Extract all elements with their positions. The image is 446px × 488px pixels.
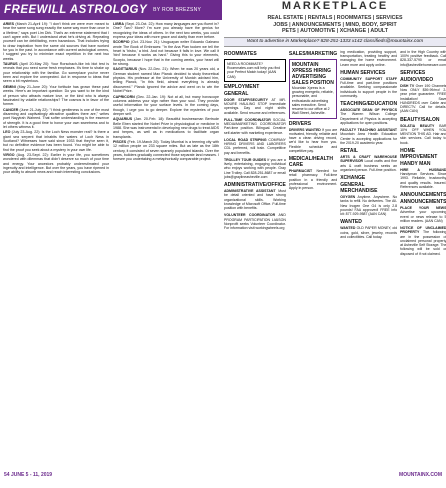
nav-line: PETS | AUTOMOTIVE | XCHANGE | ADULT <box>282 28 388 35</box>
classified-ad <box>340 128 397 145</box>
ad-heading: COMMUNITY SUPPORT STAFF <box>340 76 398 81</box>
horoscope-entry <box>3 62 109 84</box>
ad-heading: PLACE YOUR NEWS <box>400 206 446 211</box>
classified-ad <box>400 84 446 114</box>
sign-text: (Dec. 22-Jan. 19): Not at all, but many horoscope columns address your sign rather than your soul. They provide useful information for your surface levels. In the coming days, though, I urge you to go deeper. Explore the mysteries of your deeper self. <box>113 94 219 116</box>
ad-heading: DISH TV <box>400 83 415 88</box>
classified-columns <box>224 50 446 488</box>
ad-text: Anytime. Anywhere. No tanks to refill. No deliveries. The All-New Inogen One G4 is only 2.8 pounds! FAA approved! FREE info kit: 877-929-9587 (AAN CAN) <box>340 195 398 217</box>
category-heading: HUMAN SERVICES <box>340 69 386 76</box>
classified-ad <box>289 128 337 154</box>
category-heading: WANTED <box>340 219 362 226</box>
ad-heading: DRIVERS WANTED <box>288 127 321 132</box>
category-heading: SERVICES <box>400 69 426 76</box>
sign-name: ARIES <box>3 22 14 26</box>
page-number-date: 54 JUNE 5 - 11, 2019 <box>4 472 53 478</box>
ad-heading: PHARMACIST <box>288 169 313 174</box>
horoscope-entry <box>113 117 219 139</box>
marketplace-section <box>224 0 446 470</box>
ad-heading: FULL-TIME COORDINATOR <box>224 117 271 122</box>
category-heading: ROOMMATES <box>224 50 257 57</box>
horoscope-entry <box>3 130 109 152</box>
horoscope-entry <box>3 22 109 61</box>
ad-text: If you are motivated, friendly, reliable and have a clean driving record, we'd like to hear from you. Flexible schedule and competitive pay. <box>288 127 338 153</box>
sign-name: LEO <box>3 130 11 135</box>
classified-ad <box>400 124 446 145</box>
classified-ad <box>224 138 286 155</box>
horoscope-column-left <box>3 22 109 470</box>
category-heading: ANNOUNCEMENTS <box>400 192 446 199</box>
classified-ad <box>340 77 397 98</box>
ad-text: Mountain Area Health Education Center is accepting applications for the 2019-20 academic year. <box>340 132 398 145</box>
ad-text: COMPANY HIRING DRIVERS AND LABORERS CDL preferred, will train. Competitive pay and benefits. <box>224 137 286 155</box>
classified-ad <box>224 158 286 179</box>
ad-text: OLD PAPER MONEY, old coins, gold, silver, jewelry, records and collectibles. Call today. <box>340 226 398 239</box>
classified-ad <box>340 108 397 125</box>
sign-name: LIBRA <box>113 22 124 26</box>
horoscope-column-right <box>113 22 219 470</box>
subcategory-heading: AUDIO/VIDEO <box>400 76 434 83</box>
subcategory-heading: GENERAL MERCHANDISE <box>340 182 378 195</box>
category-heading: HOME IMPROVEMENT <box>400 147 438 160</box>
ad-text: AND PROGRAM PARTICIPATION LIAISON Nonprofit seeks Volunteer Coordinator. For information visit workingwheels.org <box>224 213 286 231</box>
ad-text: Advertise your upcoming event or news release to 5 million readers. (AAN CAN) <box>400 210 446 223</box>
sign-text: (Oct. 23-Nov. 21): Uruguayan writer Eduardo Galeano wrote The Book of Embraces: "In the Ana Plan tooken we tell the heart is 'bisbo,' a bird. And not because it falls in love. We call it 'bird' because it works as hard." Giving this to your elements, Scorpio, because I hope that in the coming weeks, your heart will be strong. <box>113 40 220 67</box>
horoscope-byline: BY ROB BREZSNY <box>153 7 202 13</box>
sign-text: (May 21-June 20): Your fortitude has grown these past weeks. Here's an important question: Do you want to be the kind of person who attracts mature love, or the kind who is always fascinated by volatile relationships? The cosmos is in favor of the former. <box>3 84 109 107</box>
classified-ad <box>289 169 337 190</box>
classified-ad <box>400 226 446 256</box>
classified-ad <box>340 155 397 172</box>
classified-ad <box>400 206 446 223</box>
footer-site: MOUNTAINX.COM <box>399 472 442 478</box>
classified-ad: and in the High Country with 100% positive feedback. Call 828-337-5790 or email info@ashevillehomecare.com <box>400 49 446 67</box>
category-heading: MEDICAL/HEALTH CARE <box>288 156 333 169</box>
nav-line: JOBS | ANNOUNCEMENTS | MIND, BODY, SPIRIT <box>273 21 397 28</box>
ad-text: Local crafts and fine arts & craft business seeks an organized person. Full-time position. <box>340 159 398 172</box>
ad-text: BAR 10% OFF WHEN YOU MENTION THIS AD. Hair and skin services. Call today to book. <box>400 123 446 145</box>
classified-column-3 <box>340 50 397 488</box>
ad-text: The following are in the possession of unclaimed personal property at Asheville Self Storage. The following will be sold or disposed of if not claimed. <box>400 230 446 256</box>
ad-heading: ADMINISTRATIVE ASSISTANT <box>224 189 276 194</box>
horoscope-entry <box>113 95 219 117</box>
horoscope-section <box>0 0 222 480</box>
ad-heading: TROLLEY TOUR GUIDES <box>224 157 267 162</box>
sign-name: PISCES <box>113 139 127 144</box>
subcategory-heading: ANNOUNCEMENTS <box>400 199 446 206</box>
category-heading: XCHANGE <box>340 175 366 182</box>
category-heading: RETAIL <box>340 148 358 155</box>
ad-text: If you are a lively, entertaining, engaging individual who enjoys working with people. Gray Line Trolley. Call 828-251-8687 or email jobs@graylineasheville.com <box>224 157 286 179</box>
horoscope-entry <box>113 67 219 93</box>
horoscope-entry <box>113 40 219 66</box>
subcategory-heading: BEAUTY/SALON <box>400 116 440 123</box>
horoscope-header <box>0 0 222 20</box>
page-footer <box>0 470 446 480</box>
ad-text: Handyman Services. Since 1993. Reliable, trustworthy and quality results. Insured. References available. <box>400 172 446 189</box>
sign-name: SAGITTARIUS <box>113 67 138 72</box>
classified-ad <box>340 226 397 239</box>
ad-heading: OXYGEN <box>340 195 356 200</box>
ad-heading: DOOR STAFF/SECURITY <box>224 97 268 102</box>
sign-text: (June 21-July 22): "I think gentleness is one of the most disarming and captivatingly attractive qualities there are," writes poet Nayyirah Waheed. That softer understanding is the essence of strength. It is a good time to honor your own sweetness and to let others witness it. <box>3 107 110 129</box>
featured-ad-heading: MOUNTAIN XPRESS HIRING ADVERTISING SALES POSITION <box>291 61 334 86</box>
ad-heading: HIRE A HUSBAND <box>400 167 446 172</box>
advertise-banner: Want to advertise in Marketplace? 828-251-1333 x142 classifieds@mountainx.com <box>224 37 446 47</box>
subcategory-heading: GENERAL <box>224 90 249 97</box>
sign-name: VIRGO <box>3 152 15 157</box>
sign-name: SCORPIO <box>113 40 130 45</box>
ad-text: Must be detail oriented and have strong organizational skills. Working knowledge of Microsoft Office. Full-time position with benefits. <box>224 189 286 211</box>
classified-column-2 <box>289 50 337 488</box>
classified-ad <box>400 168 446 189</box>
classified-column-4 <box>400 50 446 488</box>
ad-text: AT MR. MOURE HAULING STOP Immediate openings. Day and night shifts available. Send resume and references. <box>224 97 286 115</box>
ad-heading: WANTED <box>340 226 356 231</box>
ad-heading: VOLUNTEER COORDINATOR <box>224 213 276 218</box>
roommate-ad: NEED A ROOMMATE? Roommates.com will help you find your Perfect Match today! (AAN CAN) <box>224 59 286 82</box>
horoscope-entry <box>3 108 109 130</box>
sign-name: CANCER <box>3 107 19 112</box>
featured-ad <box>289 59 337 119</box>
marketplace-title: MARKETPLACE <box>281 0 389 12</box>
classified-column-1 <box>224 50 286 488</box>
subcategory-heading: HANDY MAN <box>400 160 431 167</box>
category-heading: ADMINISTRATIVE/OFFICE <box>224 182 286 189</box>
classified-ad: ing medication, providing support, transportation, treating healthy and managing the home environment. Learn more and apply online. <box>340 49 398 67</box>
category-heading: SALES/MARKETING <box>288 50 338 57</box>
ad-heading: NOTICE OF UNCLAIMED PROPERTY <box>400 226 446 235</box>
sign-text: (Jan. 20-Feb. 18): Beautiful businessman Bertrude Belle Eben started the Nobel Prize in physiological or medicine in 1988. She was instrumental in developing new drugs to treat AIDS and herpes, as well as in medications to facilitate organ transplants. <box>113 117 219 139</box>
horoscope-columns <box>3 22 219 470</box>
classified-ad <box>224 98 286 115</box>
ad-text: Over 190 Channels Now ONLY $59.99/mo! 2-year price guarantee. FREE Installation! Save HUNDREDS over Cable and DIRECTV. Call for details. (AAN CAN) <box>400 83 446 114</box>
nav-line: REAL ESTATE | RENTALS | ROOMMATES | SERVICES <box>267 15 403 21</box>
featured-ad-text: Mountain Xpress is a growing energetic, reliable, personable, and enthusiastic advertising sales executive. Send resume to our office at 2 Wall Street, Asheville. <box>291 85 334 116</box>
sign-text: (Aug. 23-Sept. 22): Earlier in your life, you sometimes wondered with dilemmas that didn't deserve so much of your time and energy. Your ancestors probably underestimated your ingenuity and intelligence. But over the years, you have ripened in your ability to absorb news and reach interesting conclusions. <box>3 152 109 175</box>
ad-text: Needed for retail pharmacy. Full-time position in a friendly and professional environment. Apply in person. <box>288 169 338 191</box>
category-heading: EMPLOYMENT <box>224 83 260 90</box>
category-heading: TEACHING/EDUCATION <box>340 101 398 108</box>
horoscope-entry <box>113 140 219 162</box>
sign-name: CAPRICORN <box>113 94 135 99</box>
sign-text: (Sept. 23-Oct. 22): How many languages are you fluent in? One? Two? More? I'm sure you already have the genius for recognizing the ideas of others. In the next two weeks, you could express your ideas with more grace and clarity than ever before. <box>113 22 219 40</box>
sign-name: GEMINI <box>3 84 16 89</box>
ad-text: Full-time and part-time positions available. Seeking compassionate individuals to support people in the community. <box>340 81 398 98</box>
sign-text: (Feb. 19-March 20): Today Mumbai is a teeming city with 12 million people on 233 square miles. But as late as the 18th century, it consisted of seven sparsely populated islands. Over the years, builders gradually connected those separate land masses. I foresee you undertaking a metaphorically comparable project. <box>113 139 220 162</box>
ad-heading: LOCAL ROAD STRIPING <box>224 137 267 142</box>
sign-text: (Nov. 22-Dec. 21): When he was 20 years old, a German student named Max Planck decided to study theoretical physics. His professor at the University of Munich advised him, telling Planck, "In this field, almost everything is already discovered." Planck ignored the advice and went on to win the Nobel Prize. <box>113 67 220 94</box>
ad-heading: ASSOCIATE DEAN OF PHYSICS <box>340 108 398 113</box>
classified-ad <box>224 189 286 210</box>
marketplace-nav <box>224 15 446 35</box>
category-heading: DRIVERS <box>288 120 312 127</box>
classified-ad <box>224 213 286 230</box>
ad-heading: ARTS & CRAFT WAREHOUSE SUPERVISOR <box>340 155 398 164</box>
horoscope-entry <box>3 85 109 107</box>
ad-text: SOCIAL MEDIA/MARKETING COORDINATOR Part-time position. Bilingual. Creative self-starter with marketing experience. <box>224 117 286 135</box>
horoscope-entry <box>3 153 109 175</box>
sign-text: (July 23-Aug. 22): Is the Loch Ness monster real? Is there a giant sea serpent that inhabits the waters of Loch Ness in Scotland? Witnesses have said since 1933 that they've seen it, but no definitive evidence has been found. You might be able to find the proof you seek about a mystery in your own life. <box>3 130 109 152</box>
sign-text: (April 20-May 20): Your Rorschach-like ink blot test is reveals that you need some fresh emphases. It's time to shake up your relationship with the familiar. Go someplace you've never been and explore the unexpected. Act in response to ideas that seem a bit mysterious. <box>3 62 109 84</box>
horoscope-entry <box>113 22 219 39</box>
ad-heading: SOLATIA BEAUTY <box>400 123 435 128</box>
classified-ad <box>340 195 397 216</box>
sign-name: TAURUS <box>3 62 18 67</box>
classified-ad <box>224 118 286 135</box>
sign-text: (March 21-April 19): "I don't think we were ever meant to hear the same song sung exactly the same way more than once in a lifetime," says poet Lim Dirk. That's an extreme statement that I can't agree with. But I understand what he's driving at. Repeating yourself can be debilitating, even hazardous. That includes trying to draw inspiration from the same old sources that have worked for you in the past. In accordance with current astrological omens, I suggest you try to minimize exact repetition in the next two weeks. <box>3 22 110 61</box>
ad-heading: FACULTY TEACHING ASSISTANT <box>340 128 398 133</box>
ad-text: The Warren Wilson College Department of Physics is accepting applications for open positions. <box>340 112 398 125</box>
horoscope-title: FREEWILL ASTROLOGY <box>4 4 148 16</box>
sign-name: AQUARIUS <box>113 117 133 122</box>
